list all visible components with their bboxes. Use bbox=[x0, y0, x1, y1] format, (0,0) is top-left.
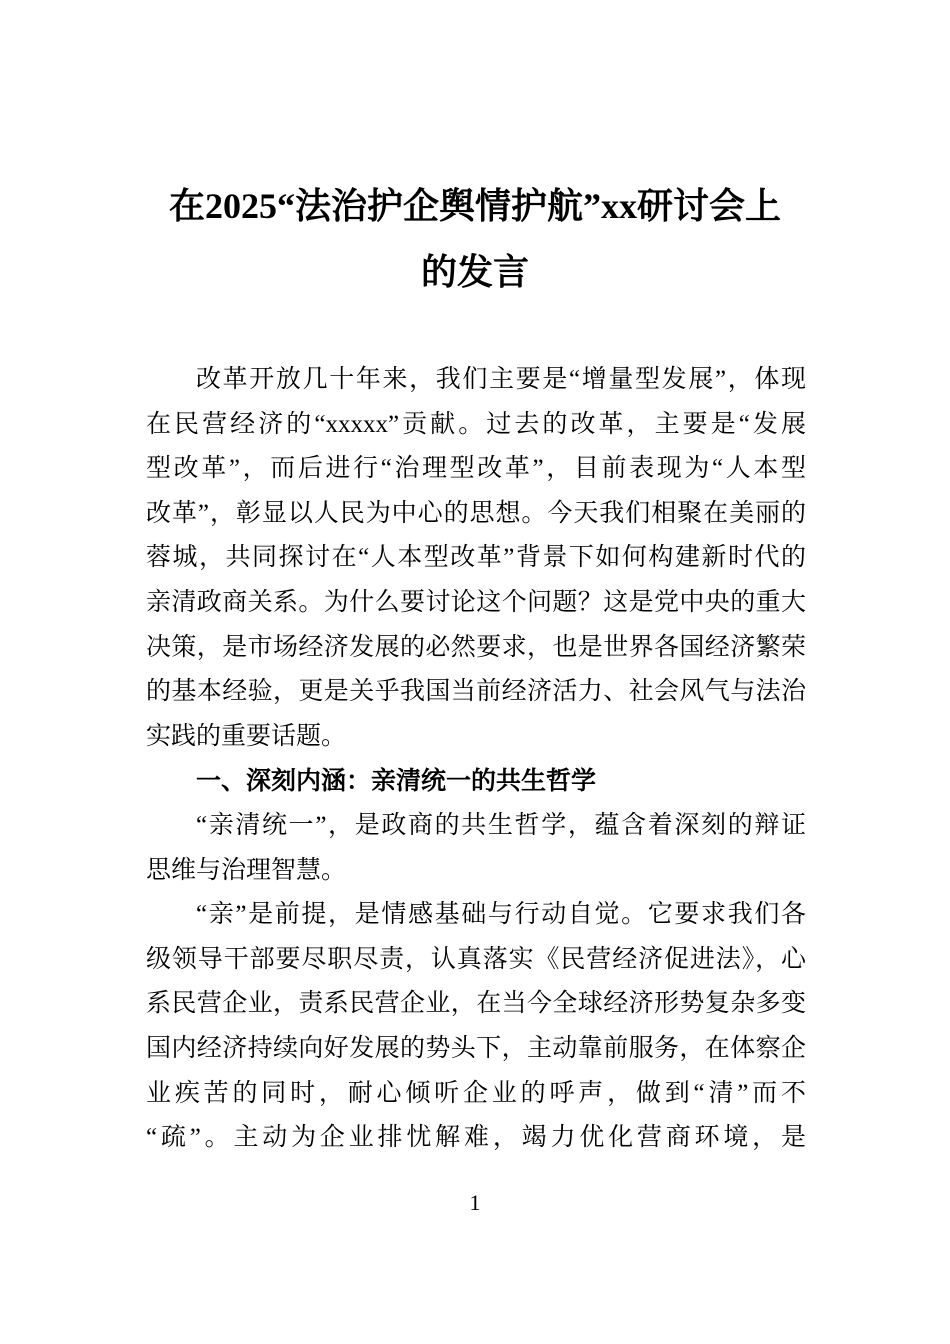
paragraph-line: 决策，是市场经济发展的必然要求，也是世界各国经济繁荣 bbox=[146, 633, 806, 661]
paragraph-line: 亲清政商关系。为什么要讨论这个问题？这是党中央的重大 bbox=[146, 588, 806, 616]
paragraph-line: “亲清统一”，是政商的共生哲学，蕴含着深刻的辩证 bbox=[196, 811, 806, 839]
paragraph-line: 国内经济持续向好发展的势头下，主动靠前服务，在体察企 bbox=[146, 1034, 806, 1062]
document-body bbox=[146, 358, 806, 1161]
page-number: 1 bbox=[469, 1190, 481, 1215]
paragraph-line: 系民营企业，责系民营企业，在当今全球经济形势复杂多变 bbox=[146, 990, 806, 1018]
paragraph-line: 级领导干部要尽职尽责，认真落实《民营经济促进法》，心 bbox=[146, 945, 806, 973]
paragraph-line: 在民营经济的“xxxxx”贡献。过去的改革，主要是“发展 bbox=[146, 410, 806, 438]
paragraph-line: 实践的重要话题。 bbox=[146, 722, 347, 750]
paragraph-line: 蓉城，共同探讨在“人本型改革”背景下如何构建新时代的 bbox=[146, 544, 806, 572]
paragraph-line: 的基本经验，更是关乎我国当前经济活力、社会风气与法治 bbox=[146, 678, 806, 706]
paragraph-line: “亲”是前提，是情感基础与行动自觉。它要求我们各 bbox=[196, 901, 806, 929]
paragraph-line: 改革”，彰显以人民为中心的思想。今天我们相聚在美丽的 bbox=[146, 499, 806, 527]
paragraph-line: “疏”。主动为企业排忧解难，竭力优化营商环境，是 bbox=[146, 1124, 806, 1152]
paragraph-line: 思维与治理智慧。 bbox=[146, 856, 347, 884]
paragraph-line: 业疾苦的同时，耐心倾听企业的呼声，做到“清”而不 bbox=[146, 1079, 806, 1107]
document-title-line-2: 的发言 bbox=[420, 252, 529, 292]
section-heading: 一、深刻内涵：亲清统一的共生哲学 bbox=[196, 766, 597, 796]
paragraph-line: 改革开放几十年来，我们主要是“增量型发展”，体现 bbox=[196, 366, 806, 393]
paragraph-line: 型改革”，而后进行“治理型改革”，目前表现为“人本型 bbox=[146, 455, 806, 483]
document-title-line-1: 在2025“法治护企舆情护航”xx研讨会上 bbox=[168, 186, 781, 226]
